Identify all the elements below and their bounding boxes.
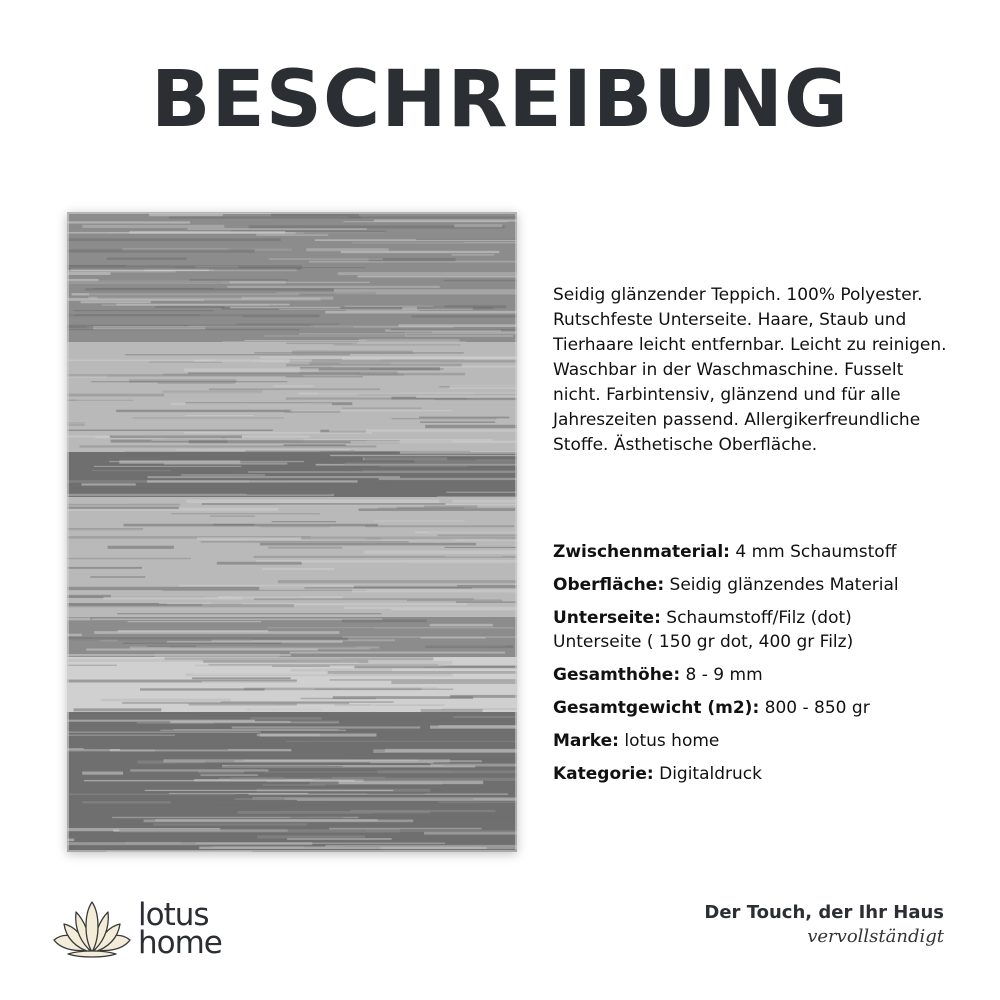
spec-list [553,540,963,795]
spec-value: 8 - 9 mm [685,665,763,685]
brand-logo [50,898,250,962]
spec-value: Schaumstoff/Filz (dot) [666,608,852,628]
spec-label: Unterseite: [553,608,661,628]
spec-label: Gesamtgewicht (m2): [553,698,760,718]
spec-item-gesamtgewicht [553,696,963,720]
slogan [704,900,944,948]
spec-item-gesamthoehe [553,663,963,687]
product-description: Seidig glänzender Teppich. 100% Polyester. Rutschfeste Unterseite. Haare, Staub und Tierhaare leicht entfernbar. Leicht zu reinigen. Waschbar in der Waschmaschine. Fusselt nicht. Farbintensiv, glänzend und für alle Jahreszeiten passend. Allergikerfreundliche Stoffe. Ästhetische Oberfläche. [553,285,947,455]
striped-rug-image [67,212,517,852]
spec-label: Zwischenmaterial: [553,542,730,562]
spec-value: Seidig glänzendes Material [669,575,899,595]
spec-label: Gesamthöhe: [553,665,681,685]
slogan-line1: Der Touch, der Ihr Haus [704,902,944,923]
spec-item-oberflaeche [553,573,963,597]
page-title: BESCHREIBUNG [151,55,849,145]
brand-name-line2: home [138,925,222,961]
spec-value: lotus home [624,731,720,751]
slogan-line2: vervollständigt [807,926,944,947]
spec-item-marke [553,729,963,753]
spec-value: 800 - 850 gr [764,698,870,718]
spec-item-kategorie [553,762,963,786]
spec-value: Digitaldruck [659,764,762,784]
spec-item-unterseite [553,606,963,654]
spec-value: 4 mm Schaumstoff [735,542,897,562]
lotus-flower-icon [50,898,134,962]
brand-name-line1: lotus [138,897,209,933]
product-image [67,212,517,852]
spec-label: Kategorie: [553,764,654,784]
spec-label: Marke: [553,731,619,751]
spec-item-zwischenmaterial [553,540,963,564]
spec-value-continued: Unterseite ( 150 gr dot, 400 gr Filz) [553,632,854,652]
spec-label: Oberfläche: [553,575,665,595]
